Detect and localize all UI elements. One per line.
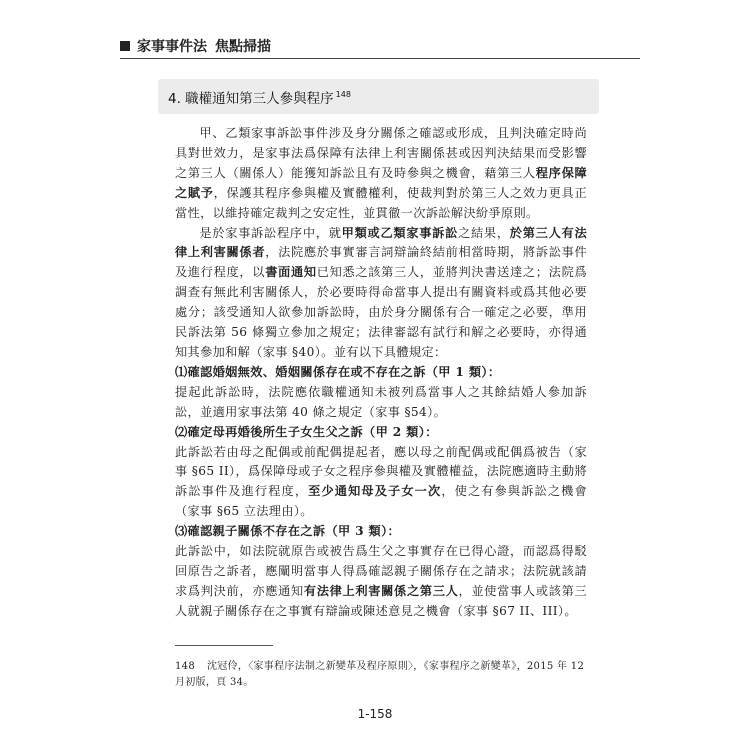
header-divider bbox=[120, 58, 640, 59]
section-title: 4. 職權通知第三人參與程序 $^{148}$ bbox=[168, 90, 351, 107]
header-square-icon bbox=[120, 41, 130, 51]
page-number: 1-158 bbox=[357, 707, 393, 721]
chapter-title: 家事事件法 bbox=[137, 39, 207, 55]
item-1-body: 提起此訴訟時，法院應依職權通知未被列爲當事人之其餘結婚人參加訴訟，並適用家事法第 40 條之規定（家事 §54）。 bbox=[175, 384, 587, 419]
footnote-text: 沈冠伶，〈家事程序法制之新變革及程序原則〉，《家事程序之新變革》，2015 年 12 月初版，頁 34。 bbox=[175, 661, 585, 688]
footnote bbox=[175, 659, 587, 691]
chapter-subtitle: 焦點掃描 bbox=[215, 39, 271, 55]
footnote-number: 148 bbox=[175, 661, 195, 672]
body-text bbox=[175, 124, 587, 622]
paragraph-1: 甲、乙類家事訴訟事件涉及身分關係之確認或形成，且判決確定時尚具對世效力，是家事法爲保障有法律上利害關係甚或因判決結果而受影響之第三人（關係人）能獲知訴訟且有及時參與之機會，藉第三人程序保障之賦予，保護其程序參與權及實體權利，使裁判對於第三人之效力更具正當性，以維持確定裁判之安定性，並貫徹一次訴訟解決紛爭原則。 bbox=[175, 126, 587, 220]
item-2-body: 此訴訟若由母之配偶或前配偶提起者，應以母之前配偶或配偶爲被告（家事 §65 II），爲保障母或子女之程序參與權及實體權益，法院應適時主動將訴訟事件及進行程度，至少通知母及子女一次，使之有參與訴訟之機會（家事 §65 立法理由）。 bbox=[175, 444, 588, 519]
running-header bbox=[120, 36, 640, 56]
section-heading-box bbox=[158, 79, 599, 114]
item-2-heading: ⑵確定母再婚後所生子女生父之訴（甲 2 類）： bbox=[175, 424, 438, 439]
footnote-ref: 148 bbox=[335, 90, 351, 99]
item-1-heading: ⑴確認婚姻無效、婚姻關係存在或不存在之訴（甲 1 類）： bbox=[175, 364, 501, 379]
item-3-heading: ⑶確認親子關係不存在之訴（甲 3 類）： bbox=[175, 524, 401, 539]
footnote-divider bbox=[175, 645, 273, 646]
paragraph-2: 是於家事訴訟程序中，就甲類或乙類家事訴訟之結果，於第三人有法律上利害關係者，法院應於事實審言詞辯論終結前相當時期，將訴訟事件及進行程度，以書面通知已知悉之該第三人，並將判決書送達之；法院爲調查有無此利害關係人，於必要時得命當事人提出有關資料或爲其他必要處分；該受通知人欲參加訴訟時，由於身分關係有合一確定之必要，準用民訴法第 56 條獨立參加之規定；法律審認有試行和解之必要時，亦得通知其參加和解（家事 §40）。並有以下具體規定： bbox=[175, 225, 587, 359]
item-3-body: 此訴訟中，如法院就原告或被告爲生父之事實存在已得心證，而認爲得駁回原告之訴者，應闡明當事人得爲確認親子關係存在之請求；法院就該請求爲判決前，亦應通知有法律上利害關係之第三人，並使當事人或該第三人就親子關係存在之事實有辯論或陳述意見之機會（家事 §67 II、III）。 bbox=[175, 544, 588, 618]
